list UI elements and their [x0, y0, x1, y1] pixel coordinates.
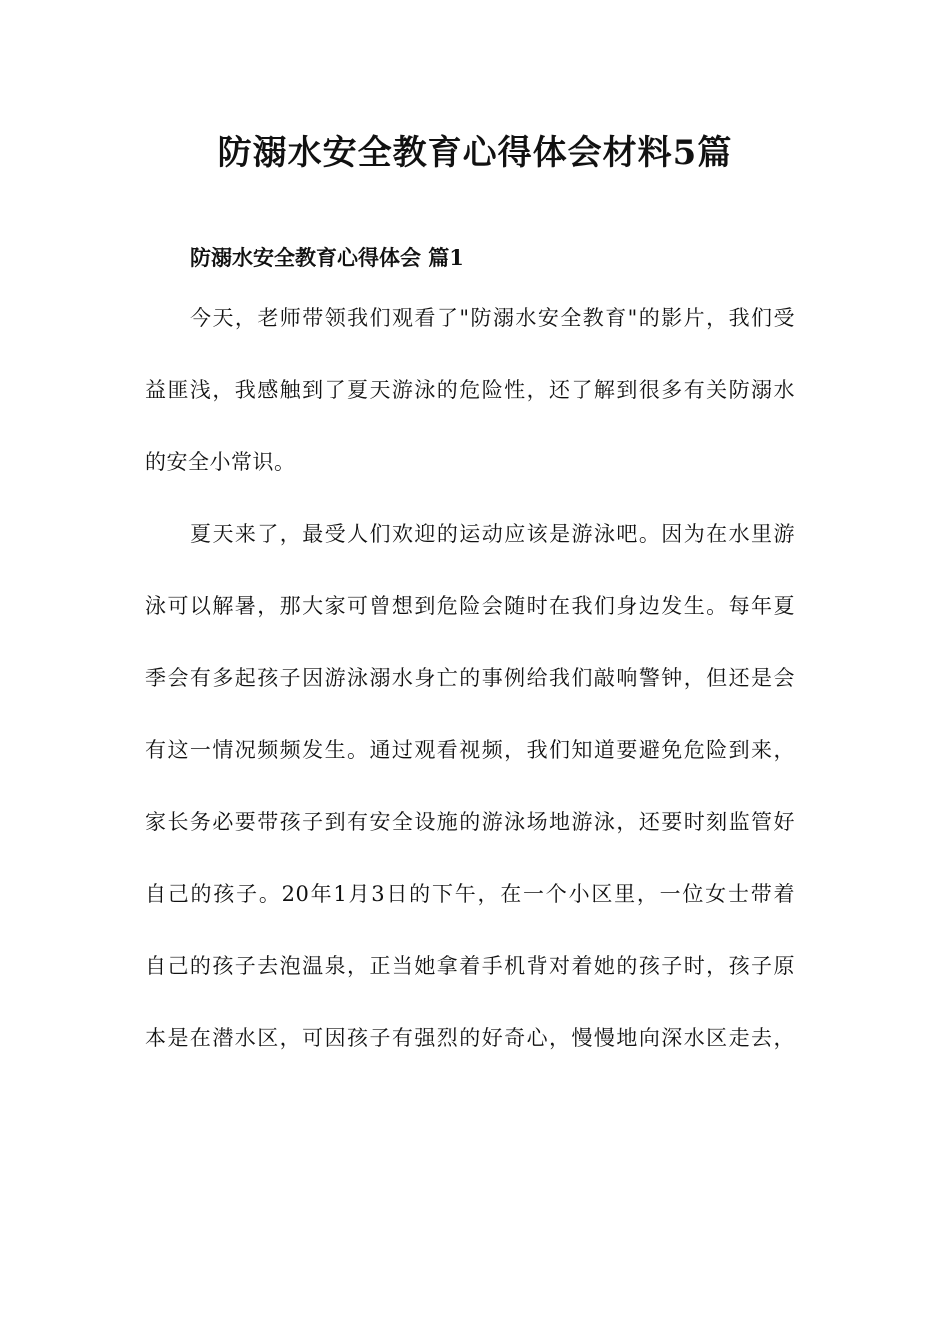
text-line: 季会有多起孩子因游泳溺水身亡的事例给我们敲响警钟，但还是会 [145, 666, 795, 690]
text-line: 泳可以解暑，那大家可曾想到危险会随时在我们身边发生。每年夏 [145, 594, 795, 618]
text-line: 家长务必要带孩子到有安全设施的游泳场地游泳，还要时刻监管好 [145, 810, 795, 834]
text-line: 今天，老师带领我们观看了"防溺水安全教育"的影片，我们受 [190, 306, 795, 330]
text-line: 夏天来了，最受人们欢迎的运动应该是游泳吧。因为在水里游 [190, 522, 795, 546]
text-line: 的安全小常识。 [145, 450, 296, 474]
text-line: 自己的孩子去泡温泉，正当她拿着手机背对着她的孩子时，孩子原 [145, 954, 795, 978]
text-line: 益匪浅，我感触到了夏天游泳的危险性，还了解到很多有关防溺水 [145, 378, 795, 402]
document-title: 防溺水安全教育心得体会材料5篇 [217, 133, 733, 173]
text-line: 有这一情况频频发生。通过观看视频，我们知道要避免危险到来， [145, 738, 795, 762]
text-line: 本是在潜水区，可因孩子有强烈的好奇心，慢慢地向深水区走去， [145, 1026, 795, 1050]
paragraph-2 [145, 516, 795, 1056]
text-line: 自己的孩子。20年1月3日的下午，在一个小区里，一位女士带着 [145, 882, 795, 906]
paragraph-1 [145, 300, 795, 480]
section-heading: 防溺水安全教育心得体会 篇1 [190, 245, 464, 270]
